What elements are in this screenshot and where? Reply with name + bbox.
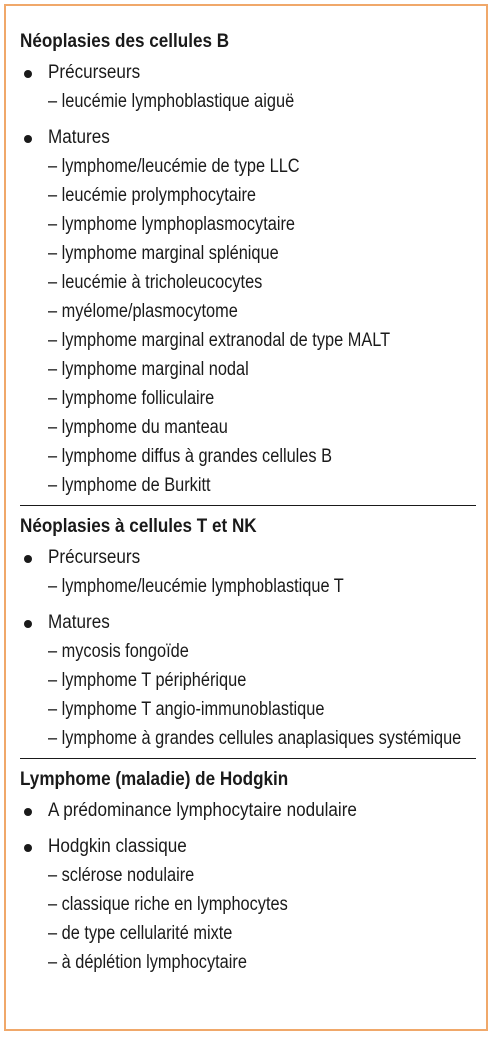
group-precursors [20, 543, 472, 601]
list-item: – lymphome de Burkitt [48, 475, 211, 496]
list-item: – leucémie lymphoblastique aiguë [48, 91, 295, 112]
bullet-item [20, 543, 472, 572]
section-title: Néoplasies à cellules T et NK [20, 516, 257, 537]
bullet-label: Matures [48, 127, 110, 148]
bullet-dot-icon [24, 135, 32, 143]
list-item: – lymphome du manteau [48, 417, 228, 438]
bullet-dot-icon [24, 620, 32, 628]
list-item: – lymphome marginal nodal [48, 359, 249, 380]
bullet-dot-icon [24, 808, 32, 816]
list-item: – à déplétion lymphocytaire [48, 952, 247, 973]
list-item: – myélome/plasmocytome [48, 301, 238, 322]
list-item: – lymphome marginal splénique [48, 243, 279, 264]
bullet-label: Précurseurs [48, 62, 141, 83]
section-divider [20, 758, 476, 759]
bullet-label: Matures [48, 612, 110, 633]
bullet-item [20, 608, 472, 637]
section-title: Néoplasies des cellules B [20, 31, 230, 52]
list-item: – lymphome T angio-immunoblastique [48, 699, 325, 720]
list-item: – leucémie prolymphocytaire [48, 185, 256, 206]
bullet-item [20, 796, 472, 825]
list-item: – lymphome/leucémie lymphoblastique T [48, 576, 344, 597]
bullet-dot-icon [24, 844, 32, 852]
section-b-cell [20, 31, 472, 500]
bullet-label: Hodgkin classique [48, 836, 187, 857]
list-item: – lymphome marginal extranodal de type MALT [48, 330, 391, 351]
list-item: – leucémie à tricholeucocytes [48, 272, 263, 293]
group-nodular-lp [20, 796, 472, 825]
classification-box [4, 4, 488, 1031]
group-matures [20, 123, 472, 500]
group-matures [20, 608, 472, 753]
list-item: – classique riche en lymphocytes [48, 894, 288, 915]
list-item: – lymphome lymphoplasmocytaire [48, 214, 296, 235]
bullet-label: A prédominance lymphocytaire nodulaire [48, 800, 357, 821]
bullet-label: Précurseurs [48, 547, 141, 568]
list-item: – mycosis fongoïde [48, 641, 189, 662]
group-precursors [20, 58, 472, 116]
section-hodgkin [20, 769, 472, 977]
list-item: – lymphome à grandes cellules anaplasiques systémique [48, 728, 462, 749]
bullet-item [20, 832, 472, 861]
classification-content [20, 31, 472, 977]
bullet-dot-icon [24, 555, 32, 563]
bullet-item [20, 123, 472, 152]
group-classic [20, 832, 472, 977]
list-item: – sclérose nodulaire [48, 865, 195, 886]
bullet-dot-icon [24, 70, 32, 78]
list-item: – lymphome T périphérique [48, 670, 247, 691]
list-item: – lymphome diffus à grandes cellules B [48, 446, 332, 467]
section-t-nk-cell [20, 516, 472, 753]
list-item: – de type cellularité mixte [48, 923, 233, 944]
section-divider [20, 505, 476, 506]
list-item: – lymphome folliculaire [48, 388, 215, 409]
section-title: Lymphome (maladie) de Hodgkin [20, 769, 289, 790]
bullet-item [20, 58, 472, 87]
list-item: – lymphome/leucémie de type LLC [48, 156, 300, 177]
